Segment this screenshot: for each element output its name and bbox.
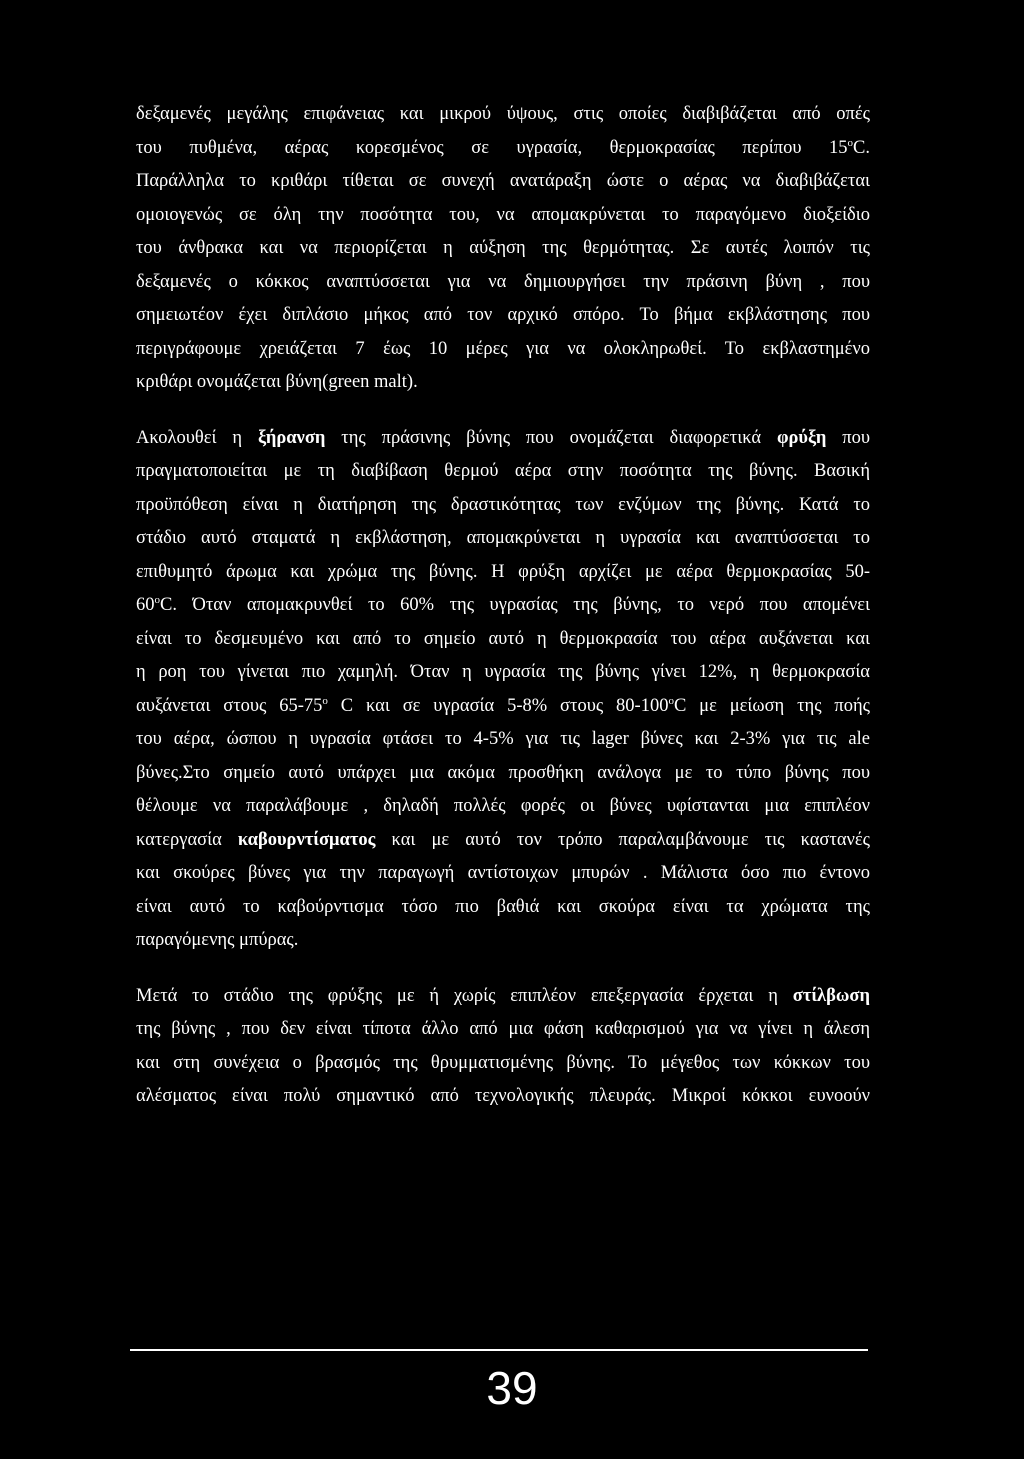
text-run: και στη συνέχεια ο βρασμός της θρυμματισμένης βύνης. Το μέγεθος των κόκκων του [136,1052,870,1073]
text-run: θέλουμε να παραλάβουμε , δηλαδή πολλές φορές οι βύνες υφίστανται μια επιπλέον [136,796,870,816]
text-line [136,232,870,266]
text-run: κριθάρι ονομάζεται βύνη(green malt). [136,372,418,392]
bold-term: στίλβωση [792,985,870,1006]
text-run: παραγόμενης μπύρας. [136,930,299,950]
text-line [136,455,870,489]
text-line [136,266,870,300]
text-line [136,1047,870,1081]
degree-superscript: o [668,694,674,707]
document-body [136,98,870,1114]
text-run: Παράλληλα το κριθάρι τίθεται σε συνεχή ανατάραξη ώστε ο αέρας να διαβιβάζεται [136,171,870,191]
degree-superscript: o [322,694,328,707]
text-line [136,924,870,958]
text-run: του αέρα, ώσπου η υγρασία φτάσει το 4-5% για τις lager βύνες και 2-3% για τις ale [136,729,870,749]
text-line [136,980,870,1014]
text-line [136,623,870,657]
bold-term: ξήρανση [257,427,326,448]
text-line [136,165,870,199]
text-line [136,790,870,824]
text-run: είναι αυτό το καβούρντισμα τόσο πιο βαθιά και σκούρα είναι τα χρώματα της [136,896,870,917]
text-run: είναι το δεσμευμένο και από το σημείο αυτό η θερμοκρασία του αέρα αυξάνεται και [136,628,870,649]
text-run: στάδιο αυτό σταματά η εκβλάστηση, απομακρύνεται η υγρασία και αναπτύσσεται το [136,528,870,548]
text-line [136,98,870,132]
text-line [136,690,870,724]
text-run: κατεργασία [136,829,238,850]
text-run: Μετά το στάδιο της φρύξης με ή χωρίς επιπλέον επεξεργασία έρχεται η [136,985,793,1006]
text-run: και σκούρες βύνες για την παραγωγή αντίστοιχων μπυρών . Μάλιστα όσο πιο έντονο [136,863,870,883]
text-line [136,366,870,400]
text-run: C με μείωση της ποής [673,695,871,716]
text-run: ομοιογενώς σε όλη την ποσότητα του, να απομακρύνεται το παραγόμενο διοξείδιο [136,204,870,225]
text-run: του άνθρακα και να περιορίζεται η αύξηση της θερμότητας. Σε αυτές λοιπόν τις [136,238,870,258]
text-line [136,333,870,367]
paragraph [136,98,870,400]
text-run: προϋπόθεση είναι η διατήρηση της δραστικότητας των ενζύμων της βύνης. Κατά το [136,494,870,515]
text-run: επιθυμητό άρωμα και χρώμα της βύνης. Η φρύξη αρχίζει με αέρα θερμοκρασίας 50- [136,561,870,582]
text-run: που [826,427,871,448]
text-run: του πυθμένα, αέρας κορεσμένος σε υγρασία, θερμοκρασίας περίπου 15 [136,137,848,158]
text-line [136,589,870,623]
text-line [136,1080,870,1114]
text-run: η ροη του γίνεται πιο χαμηλή. Όταν η υγρασία της βύνης γίνει 12%, η θερμοκρασία [136,662,870,682]
text-line [136,132,870,166]
text-line [136,891,870,925]
text-line [136,489,870,523]
text-run: C. Όταν απομακρυνθεί το 60% της υγρασίας της βύνης, το νερό που απομένει [160,595,870,615]
page-number: 39 [486,1362,538,1414]
text-run: αλέσματος είναι πολύ σημαντικό από τεχνολογικής πλευράς. Μικροί κόκκοι ευνοούν [136,1086,870,1106]
text-line [136,556,870,590]
text-run: C. [853,137,870,158]
footer-divider [130,1349,868,1351]
text-run: βύνες.Στο σημείο αυτό υπάρχει μια ακόμα προσθήκη ανάλογα με το τύπο βύνης που [136,762,870,783]
text-run: 60 [136,595,155,615]
text-line [136,422,870,456]
text-run: της βύνης , που δεν είναι τίποτα άλλο από μια φάση καθαρισμού για να γίνει η άλεση [136,1019,870,1039]
degree-superscript: o [154,593,160,606]
text-run: και με αυτό τον τρόπο παραλαμβάνουμε τις καστανές [375,829,870,850]
text-run: Ακολουθεί η [136,427,258,448]
text-run: C και σε υγρασία 5-8% στους 80-100 [327,695,669,716]
text-run: περιγράφουμε χρειάζεται 7 έως 10 μέρες για να ολοκληρωθεί. Το εκβλαστημένο [136,338,870,359]
text-line [136,723,870,757]
paragraph [136,422,870,958]
paragraph [136,980,870,1114]
text-line [136,824,870,858]
text-line [136,199,870,233]
text-run: σημειωτέον έχει διπλάσιο μήκος από τον αρχικό σπόρο. Το βήμα εκβλάστησης που [136,305,870,325]
degree-superscript: o [847,136,854,149]
text-run: αυξάνεται στους 65-75 [136,695,323,716]
text-line [136,656,870,690]
text-run: δεξαμενές ο κόκκος αναπτύσσεται για να δημιουργήσει την πράσινη βύνη , που [136,271,870,292]
bold-term: φρύξη [776,427,827,448]
bold-term: καβουρντίσματος [237,829,376,850]
text-line [136,857,870,891]
text-run: δεξαμενές μεγάλης επιφάνειας και μικρού ύψους, στις οποίες διαβιβάζεται από οπές [136,104,870,124]
text-line [136,757,870,791]
text-line [136,1013,870,1047]
text-line [136,299,870,333]
text-run: της πράσινης βύνης που ονομάζεται διαφορετικά [325,427,777,448]
text-line [136,522,870,556]
text-run: πραγματοποιείται με τη διαβίβαση θερμού αέρα στην ποσότητα της βύνης. Βασική [136,461,870,481]
